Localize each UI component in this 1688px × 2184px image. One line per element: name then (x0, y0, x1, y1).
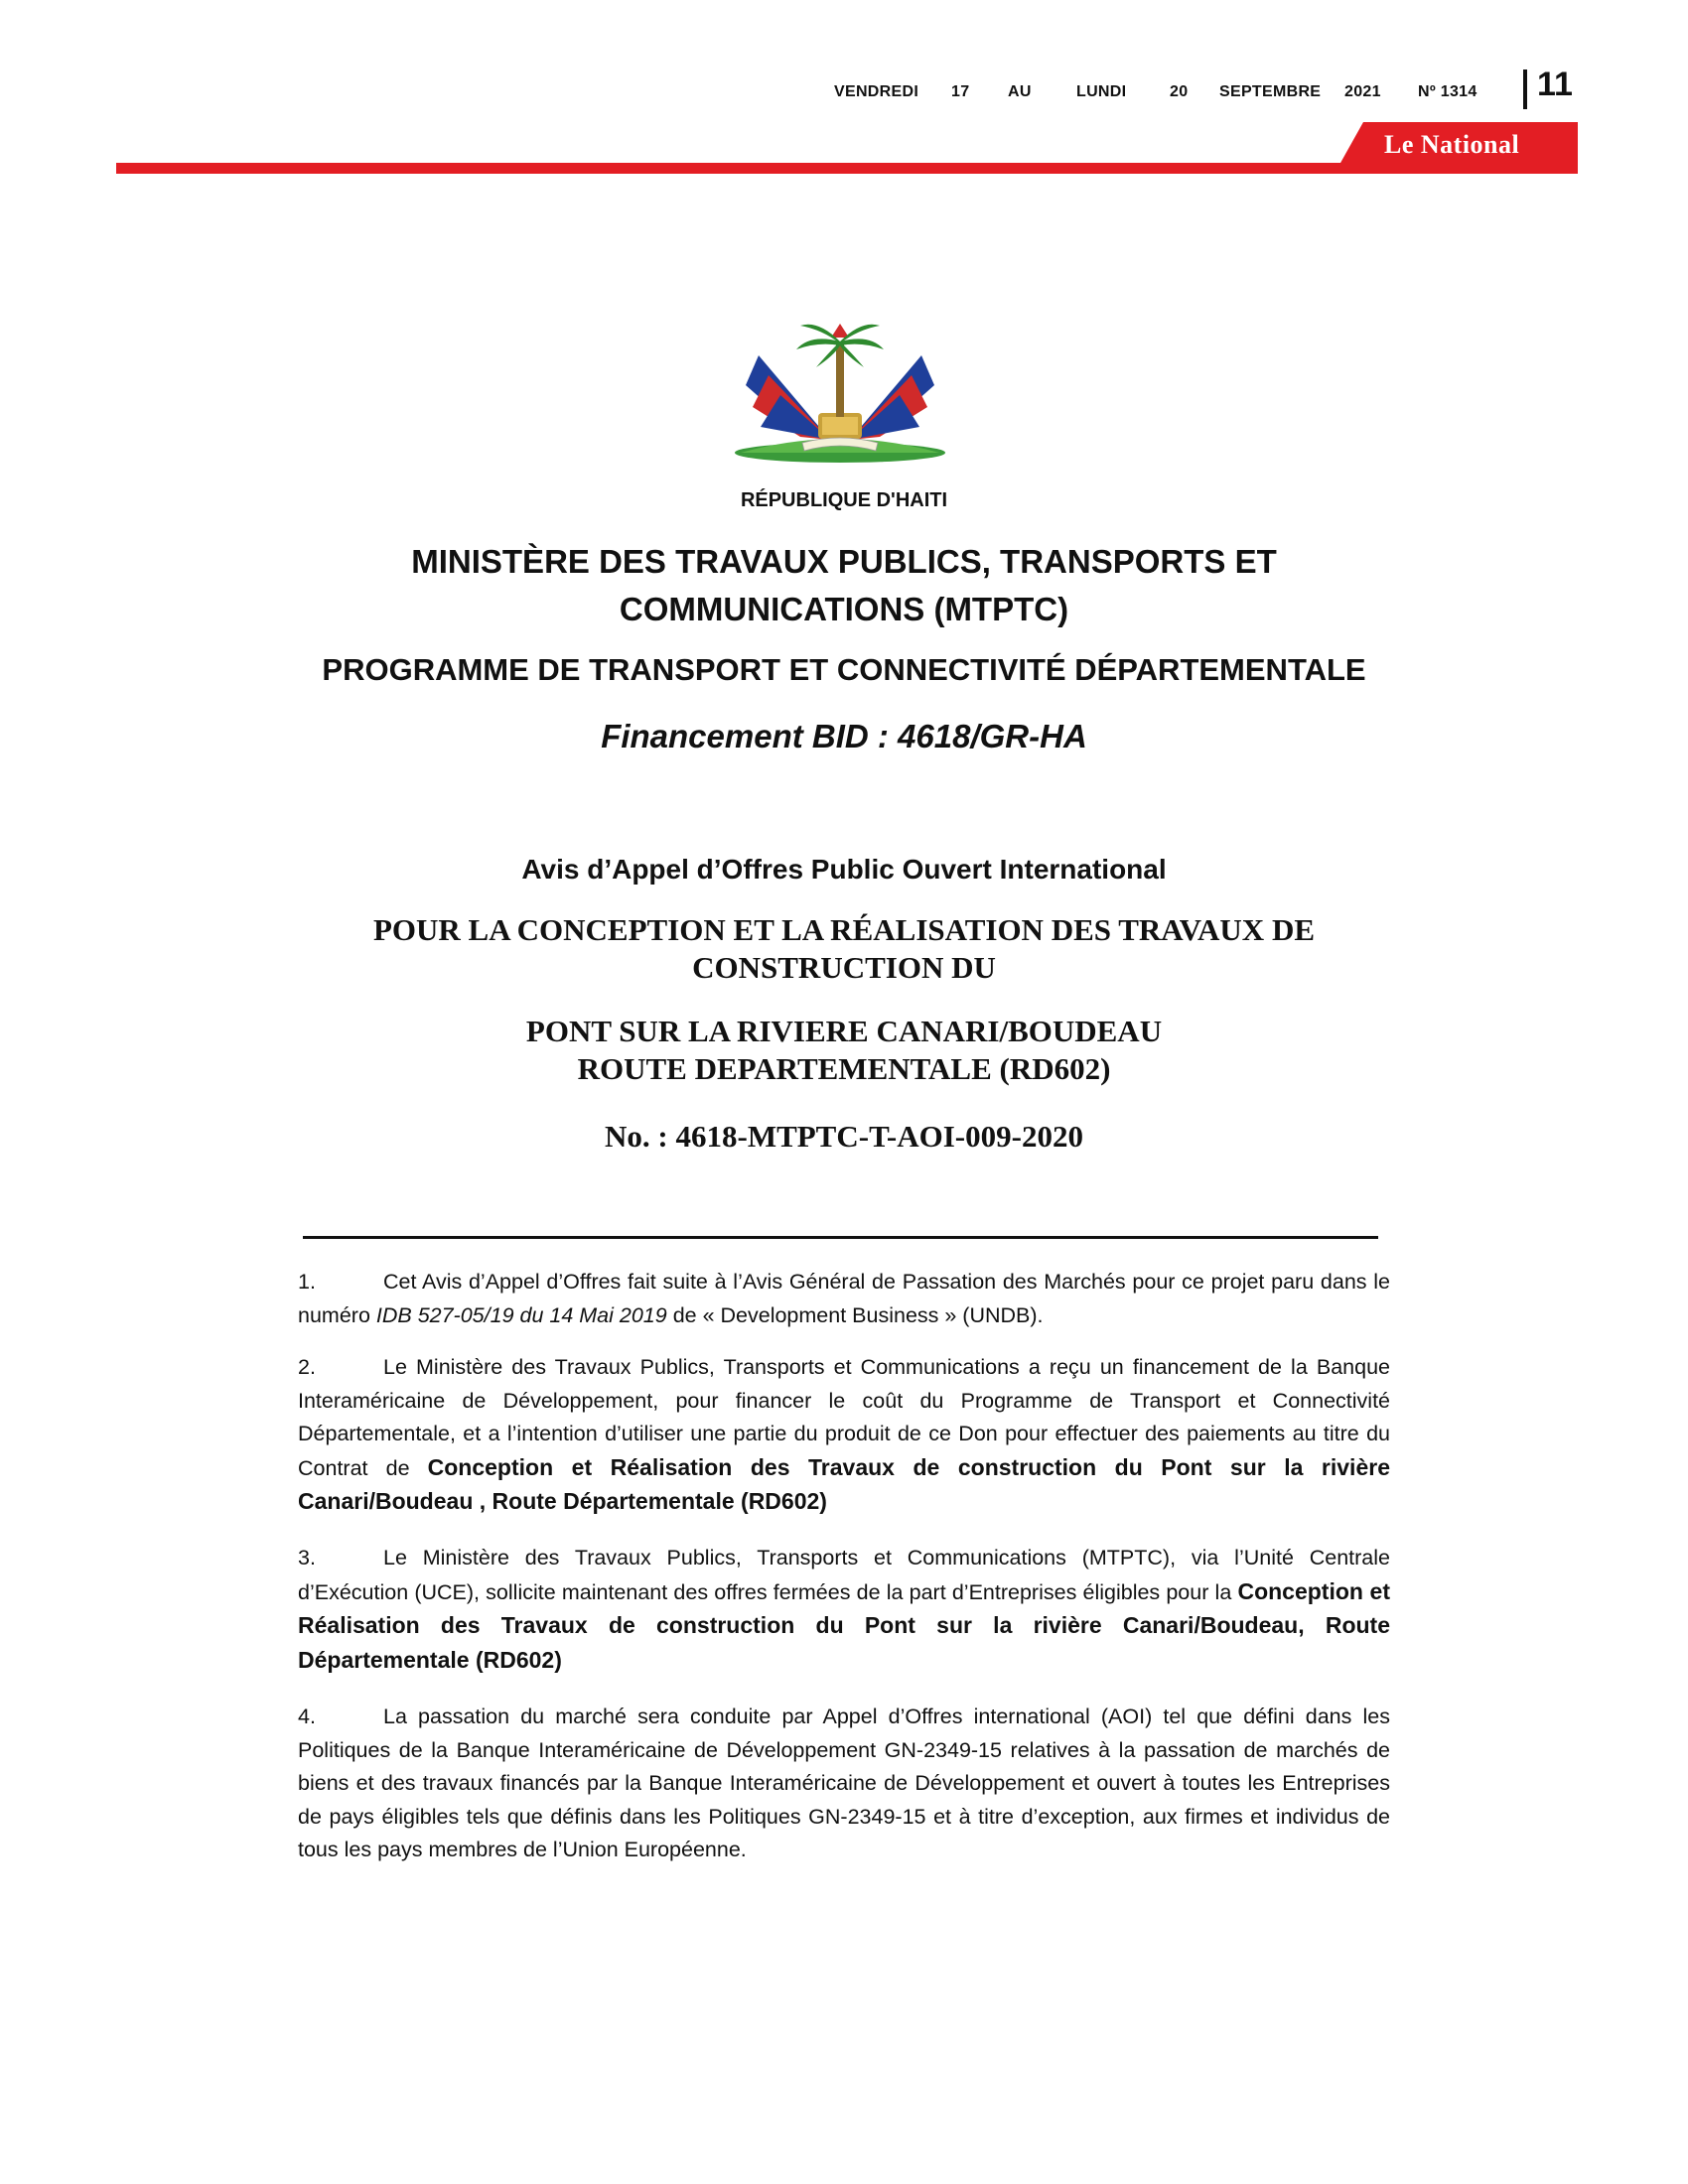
ministry-heading-line2: COMMUNICATIONS (MTPTC) (619, 591, 1069, 627)
paragraph-2-contract-name: Conception et Réalisation des Travaux de construction du Pont sur la rivière Canari/Boudeau , Route Départementale (RD602) (298, 1453, 1390, 1514)
newspaper-name: Le National (1384, 130, 1520, 159)
date-day-end: LUNDI (1076, 83, 1127, 100)
section-divider (303, 1236, 1378, 1239)
notice-purpose-line2: CONSTRUCTION DU (692, 950, 996, 985)
bridge-title-line1: PONT SUR LA RIVIERE CANARI/BOUDEAU (525, 1014, 1163, 1048)
ministry-heading (0, 538, 1688, 633)
ministry-heading-line1: MINISTÈRE DES TRAVAUX PUBLICS, TRANSPORTS ET (411, 543, 1277, 580)
republic-heading: RÉPUBLIQUE D'HAITI (740, 489, 948, 511)
notice-type-heading: Avis d’Appel d’Offres Public Ouvert International (521, 854, 1167, 885)
paragraph-1-text-end: de « Development Business » (UNDB). (666, 1302, 1044, 1327)
date-month: SEPTEMBRE (1219, 83, 1322, 100)
page-number: 11 (1537, 66, 1573, 103)
paragraph-2 (298, 1351, 1390, 1520)
date-num-start: 17 (951, 83, 970, 100)
bridge-title-line2: ROUTE DEPARTEMENTALE (RD602) (577, 1051, 1111, 1086)
paragraph-3 (298, 1542, 1390, 1678)
paragraph-1-text: Cet Avis d’Appel d’Offres fait suite à l’Avis Général de Passation des Marchés pour ce projet paru dans le numéro (298, 1270, 1390, 1327)
paragraph-3-text: Le Ministère des Travaux Publics, Transports et Communications (MTPTC), via l’Unité Centrale d’Exécution (UCE), sollicite maintenant des offres fermées de la part d’Entreprises éligibles pour la (298, 1546, 1390, 1604)
paragraph-3-contract-name: Conception et Réalisation des Travaux de construction du Pont sur la rivière Canari/Boudeau, Route Départementale (RD602) (298, 1577, 1390, 1673)
program-heading: PROGRAMME DE TRANSPORT ET CONNECTIVITÉ DÉPARTEMENTALE (322, 652, 1366, 687)
paragraph-2-text: Le Ministère des Travaux Publics, Transports et Communications a reçu un financement de la Banque Interaméricaine de Développement, pour financer le coût du Programme de Transport et Connectivité Départementale, et a l’intention d’utiliser une partie du produit de ce Don pour effectuer des paiements au titre du Contrat de (298, 1355, 1390, 1480)
paragraph-number: 2. (298, 1355, 316, 1379)
page-number-divider (1523, 69, 1527, 109)
paragraph-4 (298, 1701, 1390, 1867)
date-au: AU (1008, 83, 1032, 100)
date-day-start: VENDREDI (834, 83, 919, 100)
notice-purpose-line1: POUR LA CONCEPTION ET LA RÉALISATION DES TRAVAUX DE (372, 912, 1316, 947)
paragraph-4-text: La passation du marché sera conduite par Appel d’Offres international (AOI) tel que défini dans les Politiques de la Banque Interaméricaine de Développement GN-2349-15 relatives à la passation de marchés de biens et des travaux financés par la Banque Interaméricaine de Développement et ouvert à toutes les Entreprises de pays éligibles tels que définis dans les Politiques GN-2349-15 et à titre d’exception, aux firmes et individus de tous les pays membres de l’Union Européenne. (298, 1705, 1390, 1861)
paragraph-1-reference: IDB 527-05/19 du 14 Mai 2019 (375, 1302, 667, 1327)
date-year: 2021 (1344, 83, 1381, 100)
financing-reference: Financement BID : 4618/GR-HA (601, 718, 1087, 754)
paragraph-number: 4. (298, 1705, 316, 1728)
bridge-title (0, 1013, 1688, 1088)
paragraph-number: 3. (298, 1546, 316, 1570)
paragraph-number: 1. (298, 1270, 316, 1294)
date-num-end: 20 (1170, 83, 1189, 100)
tender-reference-number: No. : 4618-MTPTC-T-AOI-009-2020 (605, 1119, 1083, 1154)
issue-number: Nº 1314 (1418, 83, 1477, 100)
paragraph-1 (298, 1266, 1390, 1332)
issue-date-line (0, 83, 1589, 107)
notice-purpose (0, 911, 1688, 987)
haiti-coat-of-arms-icon (731, 316, 949, 465)
